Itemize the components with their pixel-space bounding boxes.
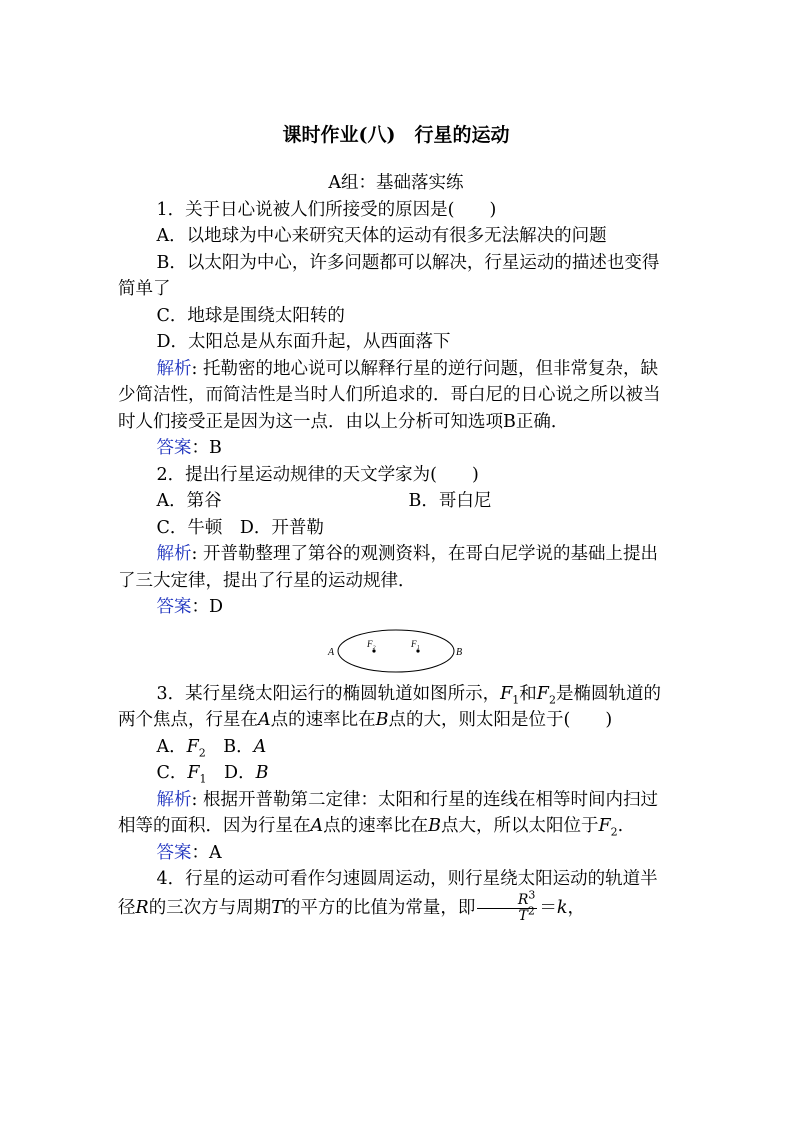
q2-stem: 2．提出行星运动规律的天文学家为( ) xyxy=(156,464,479,485)
superscript: 3 xyxy=(528,887,536,901)
var-f: F xyxy=(187,763,200,783)
q4-stem-text: 的平方的比值为常量，即 xyxy=(282,897,476,918)
var-b: B xyxy=(255,763,269,783)
var-a: A xyxy=(253,736,267,757)
answer-label: 答案 xyxy=(156,438,192,458)
q2-option-b: B．哥白尼 xyxy=(408,491,492,511)
q3-stem-text: 3．某行星绕太阳运行的椭圆轨道如图所示， xyxy=(156,683,501,704)
point-b-label: B xyxy=(456,646,463,658)
superscript: 2 xyxy=(527,903,535,917)
answer-label: 答案 xyxy=(156,842,192,863)
var-t: T xyxy=(271,897,283,918)
question-1 xyxy=(118,197,674,462)
q3-analysis-text: . xyxy=(617,816,624,836)
q3-option-a-label: A． xyxy=(156,736,187,757)
q2-analysis xyxy=(118,541,674,594)
subscript: 2 xyxy=(548,693,556,706)
q3-stem-text: 点的大，则太阳是位于( ) xyxy=(388,710,613,730)
answer-label: 答案 xyxy=(156,597,192,617)
var-r: R xyxy=(135,897,149,918)
q3-stem xyxy=(118,681,674,734)
q3-options-row-1 xyxy=(118,734,674,761)
var-b: B xyxy=(428,816,442,836)
q1-stem: 1．关于日心说被人们所接受的原因是( ) xyxy=(156,199,497,220)
question-2 xyxy=(118,462,674,621)
q3-stem-text: 是椭圆轨道的两个焦点，行星在 xyxy=(118,683,661,730)
q1-option-d: D．太阳总是从东面升起，从西面落下 xyxy=(156,332,451,352)
q2-options-row-1 xyxy=(118,488,674,515)
analysis-label: 解析 xyxy=(156,358,192,379)
question-3 xyxy=(118,681,674,867)
q3-answer xyxy=(118,840,674,867)
content-area xyxy=(118,118,674,924)
q2-options-row-2: C．牛顿 D．开普勒 xyxy=(156,517,324,538)
q3-option-b-label: B． xyxy=(205,736,254,757)
var-f: F xyxy=(500,683,513,704)
analysis-label: 解析 xyxy=(156,544,192,564)
ellipse-orbit-figure xyxy=(118,625,674,677)
q2-answer xyxy=(118,594,674,621)
q3-analysis-text: 点的速率比在 xyxy=(323,816,429,836)
q4-stem xyxy=(118,866,674,924)
q3-options-row-2 xyxy=(118,760,674,787)
var-r: R xyxy=(517,891,529,908)
var-t: T xyxy=(518,907,528,924)
q3-option-d-label: D． xyxy=(206,763,256,783)
q4-stem-text: ＝ xyxy=(539,897,557,918)
q3-analysis-text: 点大，所以太阳位于 xyxy=(441,816,599,836)
fraction-r3-over-t2 xyxy=(477,887,537,924)
q4-stem-text: 的三次方与周期 xyxy=(148,897,272,918)
group-title: A组：基础落实练 xyxy=(328,173,464,193)
var-k: k xyxy=(556,897,568,918)
subscript: 2 xyxy=(198,746,206,759)
orbit-ellipse xyxy=(338,630,454,672)
page-title: 课时作业(八) 行星的运动 xyxy=(282,124,510,146)
q1-analysis xyxy=(118,356,674,436)
q3-stem-text: 和 xyxy=(519,683,537,704)
q2-answer-value: ：D xyxy=(191,597,224,617)
q4-stem-text: 4．行星的运动可看作匀速圆周运动，则行星绕太阳运动的轨道半径 xyxy=(118,869,658,918)
subscript: 1 xyxy=(512,693,520,706)
subscript: 2 xyxy=(610,825,618,839)
q3-analysis-text: : 根据开普勒第二定律：太阳和行星的连线在相等时间内扫过相等的面积．因为行星在 xyxy=(118,789,658,836)
q2-analysis-text: : 开普勒整理了第谷的观测资料，在哥白尼学说的基础上提出了三大定律，提出了行星的运动规律． xyxy=(118,544,658,591)
q3-answer-value: ：A xyxy=(191,842,222,863)
q4-stem-text: ， xyxy=(567,897,586,918)
subscript: 1 xyxy=(199,772,207,786)
analysis-label: 解析 xyxy=(156,789,192,810)
var-b: B xyxy=(375,710,389,730)
ellipse-orbit-diagram xyxy=(326,625,466,677)
var-a: A xyxy=(310,816,324,836)
q3-stem-text: 点的速率比在 xyxy=(270,710,376,730)
var-f: F xyxy=(598,816,611,836)
focus-f1-point xyxy=(416,649,419,652)
q3-analysis xyxy=(118,787,674,840)
var-a: A xyxy=(258,710,271,730)
focus-f1-label: F₁ xyxy=(411,638,420,649)
fraction-denominator xyxy=(477,903,537,924)
q1-option-a: A．以地球为中心来研究天体的运动有很多无法解决的问题 xyxy=(156,226,607,246)
q1-option-c: C．地球是围绕太阳转的 xyxy=(156,305,345,326)
focus-f2-point xyxy=(372,649,375,652)
focus-f2-label: F₂ xyxy=(367,638,376,649)
q2-option-a: A．第谷 xyxy=(156,491,222,511)
point-a-label: A xyxy=(328,646,335,658)
var-f: F xyxy=(186,736,199,757)
q1-analysis-text: : 托勒密的地心说可以解释行星的逆行问题，但非常复杂，缺少简洁性，而简洁性是当时人们所追求的．哥白尼的日心说之所以被当时人们接受正是因为这一点．由以上分析可知选项B正确． xyxy=(118,358,661,432)
q1-answer-value: ：B xyxy=(191,438,222,458)
q3-option-c-label: C． xyxy=(156,763,188,783)
var-f: F xyxy=(536,683,549,704)
q1-option-b: B．以太阳为中心，许多问题都可以解决，行星运动的描述也变得简单了 xyxy=(118,252,660,299)
question-4 xyxy=(118,866,674,924)
q1-answer xyxy=(118,435,674,462)
